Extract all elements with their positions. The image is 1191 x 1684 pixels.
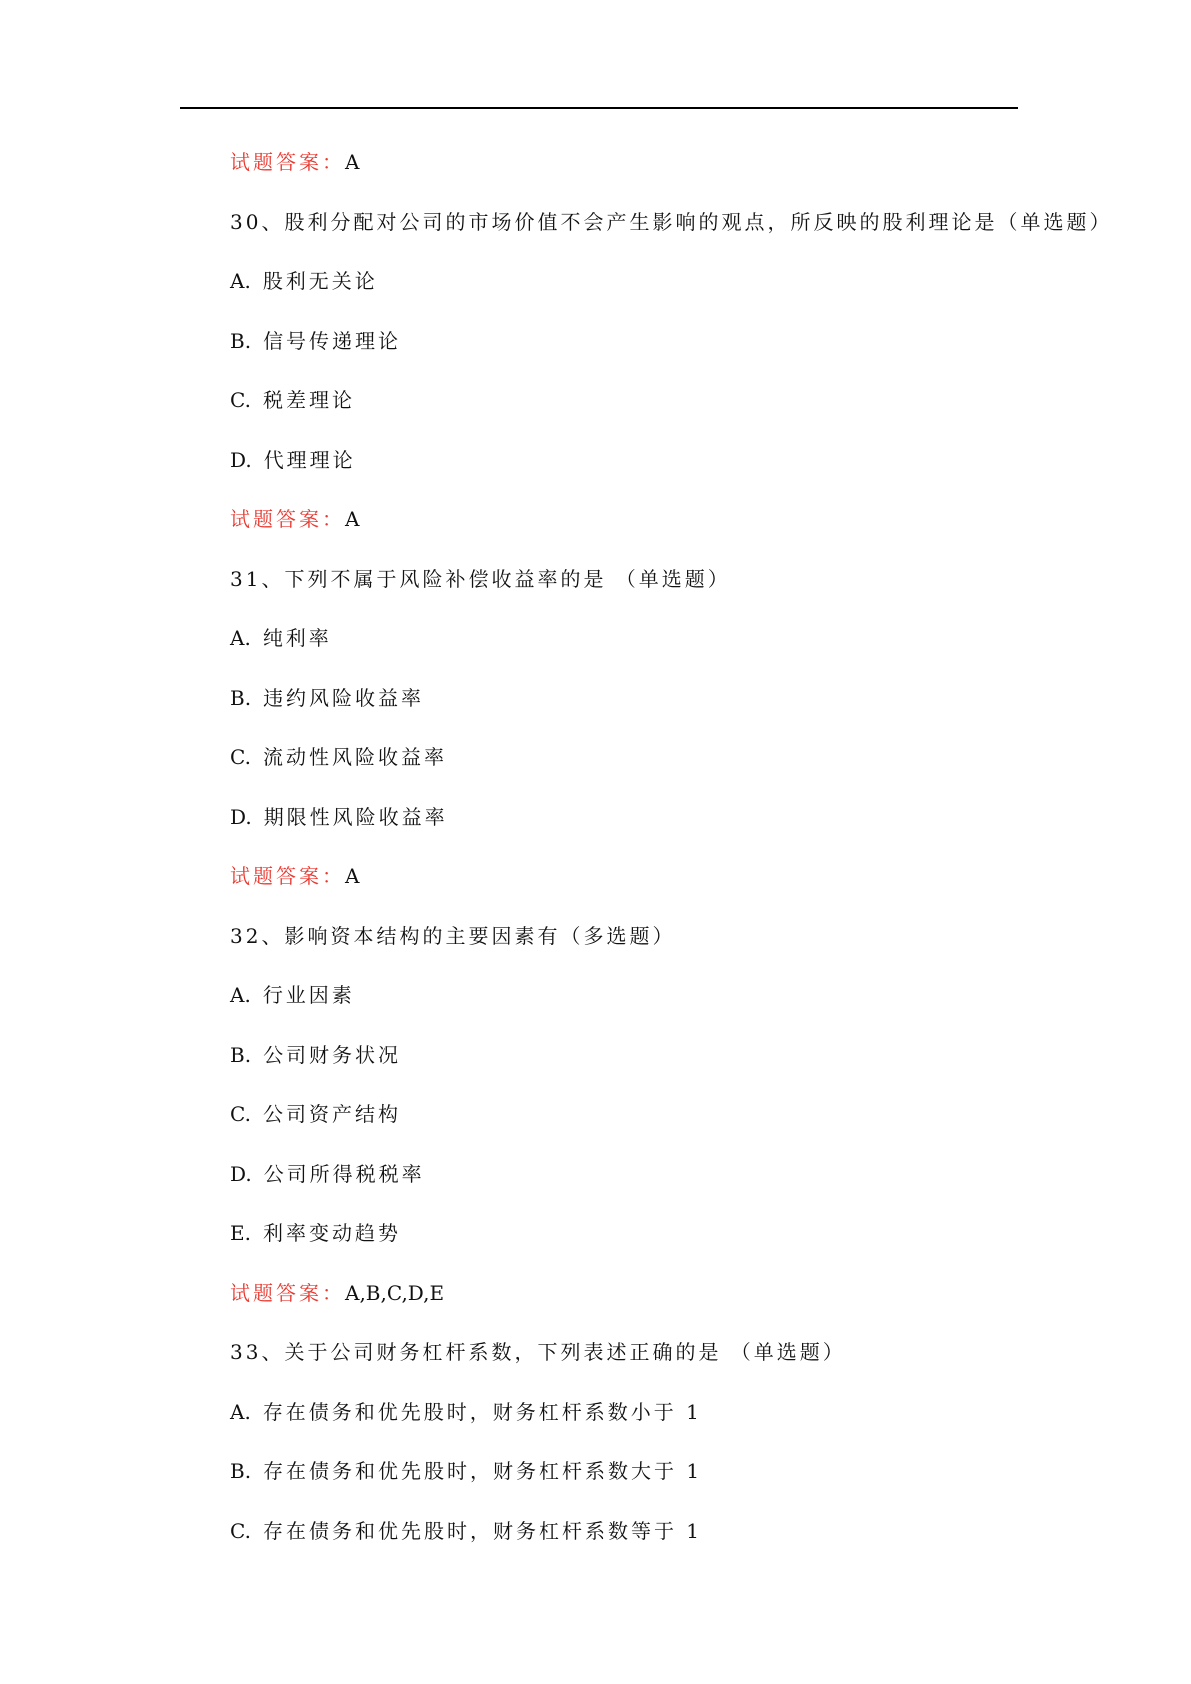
answer-line (230, 140, 1030, 200)
answer-value: A,B,C,D,E (345, 1280, 445, 1305)
header-rule (180, 107, 1018, 109)
question-text: 32、影响资本结构的主要因素有（多选题） (230, 923, 676, 948)
answer-label: 试题答案： (230, 1280, 345, 1305)
answer-label: 试题答案： (230, 507, 345, 531)
option-letter: C. (230, 745, 251, 769)
option-text: 存在债务和优先股时，财务杠杆系数等于 1 (262, 1518, 703, 1543)
option-line (230, 438, 1030, 498)
answer-value: A (345, 150, 360, 174)
option-text: 信号传递理论 (263, 328, 402, 353)
option-text: 公司资产结构 (262, 1102, 401, 1126)
question-text: 33、关于公司财务杠杆系数，下列表述正确的是 （单选题） (230, 1340, 846, 1364)
option-letter: D. (230, 1161, 252, 1186)
option-letter: E. (230, 1221, 251, 1245)
answer-value: A (345, 864, 360, 888)
option-line (230, 1152, 1030, 1212)
option-letter: C. (230, 1518, 251, 1543)
answer-line (230, 854, 1030, 914)
option-line (230, 676, 1030, 736)
option-text: 存在债务和优先股时，财务杠杆系数大于 1 (263, 1459, 703, 1483)
answer-value: A (345, 507, 360, 531)
option-letter: A. (230, 269, 251, 293)
question-text: 31、下列不属于风险补偿收益率的是 （单选题） (230, 566, 731, 591)
option-line (230, 1509, 1030, 1569)
option-text: 纯利率 (262, 626, 332, 650)
option-letter: B. (230, 1042, 252, 1067)
option-letter: C. (230, 388, 251, 412)
option-text: 违约风险收益率 (263, 685, 425, 710)
option-letter: D. (230, 447, 252, 472)
answer-line (230, 497, 1030, 557)
option-line (230, 259, 1030, 319)
option-letter: A. (230, 983, 251, 1007)
option-line (230, 1390, 1030, 1450)
answer-label: 试题答案： (230, 150, 345, 174)
option-text: 公司所得税税率 (263, 1161, 425, 1186)
answer-line (230, 1271, 1030, 1331)
option-text: 股利无关论 (262, 269, 378, 293)
option-text: 流动性风险收益率 (262, 745, 447, 769)
option-line (230, 378, 1030, 438)
option-text: 行业因素 (262, 983, 355, 1007)
option-text: 代理理论 (263, 447, 356, 472)
option-letter: B. (230, 328, 252, 353)
option-line (230, 1449, 1030, 1509)
answer-label: 试题答案： (230, 864, 345, 888)
option-letter: A. (230, 1399, 251, 1424)
option-text: 税差理论 (262, 388, 355, 412)
option-text: 期限性风险收益率 (263, 804, 448, 829)
option-line (230, 1211, 1030, 1271)
option-line (230, 616, 1030, 676)
option-letter: B. (230, 1459, 252, 1483)
option-letter: C. (230, 1102, 251, 1126)
option-line (230, 319, 1030, 379)
option-letter: B. (230, 685, 252, 710)
option-text: 存在债务和优先股时，财务杠杆系数小于 1 (262, 1399, 702, 1424)
option-letter: A. (230, 626, 251, 650)
option-line (230, 1092, 1030, 1152)
question-text: 30、股利分配对公司的市场价值不会产生影响的观点，所反映的股利理论是（单选题） (230, 209, 1113, 234)
option-line (230, 735, 1030, 795)
option-line (230, 973, 1030, 1033)
option-letter: D. (230, 804, 252, 829)
option-text: 利率变动趋势 (262, 1221, 401, 1245)
option-line (230, 1033, 1030, 1093)
content (230, 140, 1113, 1568)
option-text: 公司财务状况 (263, 1042, 402, 1067)
option-line (230, 795, 1030, 855)
